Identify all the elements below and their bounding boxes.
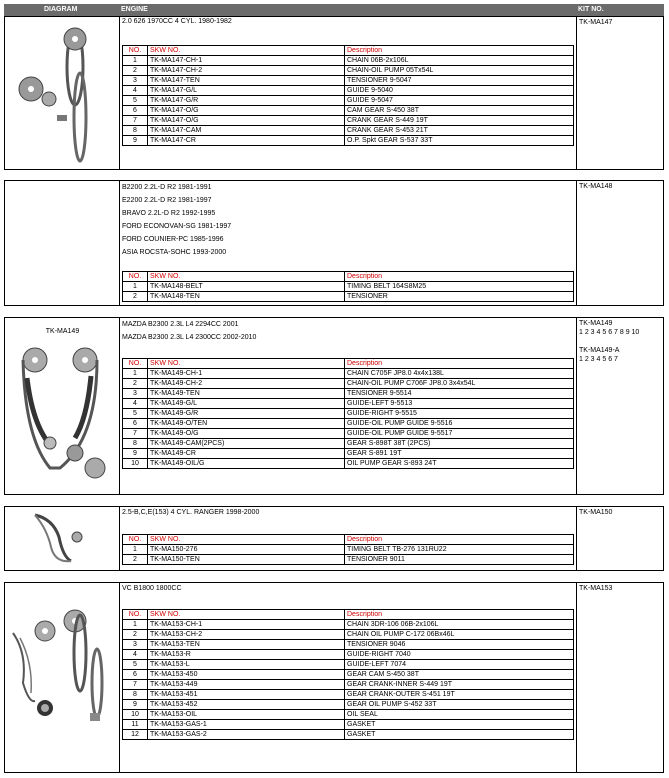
row-number: 11	[123, 720, 148, 730]
kit-cell	[576, 507, 663, 570]
part-description: TIMING BELT 164S8M25	[345, 282, 574, 292]
row-number: 2	[123, 292, 148, 302]
skw-number: TK-MA149-OIL/G	[148, 459, 345, 469]
kit-cell	[576, 181, 663, 305]
parts-table	[122, 534, 574, 565]
table-row	[123, 76, 574, 86]
kit-number: TK-MA149 1 2 3 4 5 6 7 8 9 10 TK-MA149-A 1 2 3 4 5 6 7	[579, 320, 640, 363]
col-skw: SKW NO.	[148, 272, 345, 282]
skw-number: TK-MA147-CH-1	[148, 56, 345, 66]
table-row	[123, 660, 574, 670]
skw-number: TK-MA153-449	[148, 680, 345, 690]
row-number: 6	[123, 419, 148, 429]
part-description: TENSIONER 9-5514	[345, 389, 574, 399]
row-number: 1	[123, 282, 148, 292]
part-description: GEAR CRANK-OUTER S-451 19T	[345, 690, 574, 700]
timing-kit-diagram-icon	[5, 583, 118, 772]
part-description: GEAR S-898T 38T (2PCS)	[345, 439, 574, 449]
row-number: 5	[123, 96, 148, 106]
table-row	[123, 369, 574, 379]
part-description: TENSIONER	[345, 292, 574, 302]
table-row	[123, 449, 574, 459]
row-number: 3	[123, 640, 148, 650]
row-number: 12	[123, 730, 148, 740]
table-row	[123, 730, 574, 740]
part-description: OIL SEAL	[345, 710, 574, 720]
part-description: GASKET	[345, 720, 574, 730]
table-row	[123, 96, 574, 106]
col-no: NO.	[123, 535, 148, 545]
row-number: 2	[123, 555, 148, 565]
kit-number: TK-MA148	[579, 183, 613, 190]
row-number: 1	[123, 545, 148, 555]
skw-number: TK-MA147-O/G	[148, 106, 345, 116]
diagram-label: TK-MA149	[45, 328, 80, 335]
part-description: GUIDE-OIL PUMP GUIDE 9-5517	[345, 429, 574, 439]
col-no: NO.	[123, 46, 148, 56]
skw-number: TK-MA153-452	[148, 700, 345, 710]
row-number: 6	[123, 670, 148, 680]
engine-line: FORD COUNIER-PC 1985-1996	[122, 236, 224, 243]
engine-header: ENGINE	[121, 6, 148, 13]
part-description: CHAIN OIL PUMP C-172 06Bx46L	[345, 630, 574, 640]
table-row	[123, 680, 574, 690]
engine-line: E2200 2.2L-D R2 1981-1997	[122, 197, 212, 204]
part-description: CHAIN 06B-2x106L	[345, 56, 574, 66]
kit-block-ma150	[4, 506, 664, 571]
timing-chain-diagram-icon	[5, 17, 118, 169]
engine-line: B2200 2.2L-D R2 1981-1991	[122, 184, 212, 191]
skw-number: TK-MA147-G/L	[148, 86, 345, 96]
row-number: 2	[123, 66, 148, 76]
skw-number: TK-MA148-BELT	[148, 282, 345, 292]
engine-cell	[120, 17, 576, 169]
skw-number: TK-MA147-CAM	[148, 126, 345, 136]
skw-number: TK-MA147-TEN	[148, 76, 345, 86]
row-number: 4	[123, 86, 148, 96]
row-number: 8	[123, 690, 148, 700]
table-row	[123, 640, 574, 650]
col-no: NO.	[123, 272, 148, 282]
table-row	[123, 419, 574, 429]
row-number: 9	[123, 136, 148, 146]
part-description: TENSIONER 9046	[345, 640, 574, 650]
skw-number: TK-MA153-L	[148, 660, 345, 670]
kit-block-ma148	[4, 180, 664, 306]
row-number: 4	[123, 650, 148, 660]
part-description: GEAR S-891 19T	[345, 449, 574, 459]
skw-number: TK-MA153-CH-2	[148, 630, 345, 640]
col-skw: SKW NO.	[148, 359, 345, 369]
skw-number: TK-MA149-O/G	[148, 429, 345, 439]
part-description: GUIDE-RIGHT 9-5515	[345, 409, 574, 419]
col-desc: Description	[345, 46, 574, 56]
skw-number: TK-MA153-GAS-1	[148, 720, 345, 730]
row-number: 5	[123, 660, 148, 670]
part-description: CHAIN-OIL PUMP C706F JP8.0 3x4x54L	[345, 379, 574, 389]
col-desc: Description	[345, 535, 574, 545]
skw-number: TK-MA153-451	[148, 690, 345, 700]
kit-number: TK-MA150	[579, 509, 613, 516]
timing-chain-diagram-icon	[5, 318, 118, 494]
col-desc: Description	[345, 359, 574, 369]
engine-line: 2.0 626 1970CC 4 CYL. 1980-1982	[122, 18, 232, 25]
engine-cell	[120, 507, 576, 570]
part-description: CRANK GEAR S-453 21T	[345, 126, 574, 136]
row-number: 6	[123, 106, 148, 116]
kit-block-ma149	[4, 317, 664, 495]
diagram-cell	[5, 583, 120, 772]
skw-number: TK-MA153-TEN	[148, 640, 345, 650]
skw-number: TK-MA149-G/R	[148, 409, 345, 419]
table-row	[123, 136, 574, 146]
diagram-cell	[5, 181, 120, 305]
part-description: GEAR OIL PUMP S-452 33T	[345, 700, 574, 710]
parts-table	[122, 271, 574, 302]
row-number: 10	[123, 710, 148, 720]
kit-number: TK-MA147	[579, 19, 613, 26]
engine-line: FORD ECONOVAN-SG 1981-1997	[122, 223, 232, 230]
skw-number: TK-MA147-CH-2	[148, 66, 345, 76]
table-row	[123, 650, 574, 660]
part-description: CRANK GEAR S-449 19T	[345, 116, 574, 126]
table-row	[123, 86, 574, 96]
skw-number: TK-MA153-CH-1	[148, 620, 345, 630]
skw-number: TK-MA150-276	[148, 545, 345, 555]
part-description: CHAIN-OIL PUMP 05Tx54L	[345, 66, 574, 76]
kit-block-ma153	[4, 582, 664, 773]
col-skw: SKW NO.	[148, 46, 345, 56]
part-description: CAM GEAR S-450 38T	[345, 106, 574, 116]
diagram-header: DIAGRAM	[44, 6, 78, 13]
row-number: 2	[123, 630, 148, 640]
col-desc: Description	[345, 272, 574, 282]
row-number: 7	[123, 680, 148, 690]
kit-block-ma147	[4, 16, 664, 170]
table-row	[123, 389, 574, 399]
skw-number: TK-MA153-GAS-2	[148, 730, 345, 740]
table-row	[123, 670, 574, 680]
table-row	[123, 429, 574, 439]
part-description: TIMING BELT TB-276 131RU22	[345, 545, 574, 555]
table-row	[123, 66, 574, 76]
row-number: 7	[123, 116, 148, 126]
row-number: 1	[123, 369, 148, 379]
table-row	[123, 459, 574, 469]
part-description: GASKET	[345, 730, 574, 740]
col-desc: Description	[345, 610, 574, 620]
table-row	[123, 620, 574, 630]
table-row	[123, 555, 574, 565]
row-number: 8	[123, 439, 148, 449]
part-description: GUIDE-LEFT 9-5513	[345, 399, 574, 409]
table-row	[123, 126, 574, 136]
parts-table	[122, 358, 574, 469]
part-description: CHAIN C705F JP8.0 4x4x138L	[345, 369, 574, 379]
skw-number: TK-MA149-CR	[148, 449, 345, 459]
part-description: GEAR CRANK-INNER S-449 19T	[345, 680, 574, 690]
row-number: 1	[123, 56, 148, 66]
table-row	[123, 439, 574, 449]
column-header-bar	[4, 4, 664, 16]
table-row	[123, 545, 574, 555]
engine-line: BRAVO 2.2L-D R2 1992-1995	[122, 210, 216, 217]
diagram-cell	[5, 17, 120, 169]
skw-number: TK-MA150-TEN	[148, 555, 345, 565]
parts-table	[122, 45, 574, 146]
row-number: 4	[123, 399, 148, 409]
col-no: NO.	[123, 610, 148, 620]
table-row	[123, 379, 574, 389]
table-row	[123, 399, 574, 409]
timing-belt-diagram-icon	[5, 507, 118, 570]
part-description: GUIDE 9-5040	[345, 86, 574, 96]
part-description: O.P. Spkt GEAR S-537 33T	[345, 136, 574, 146]
row-number: 7	[123, 429, 148, 439]
diagram-cell	[5, 507, 120, 570]
part-description: GUIDE-RIGHT 7040	[345, 650, 574, 660]
diagram-cell	[5, 318, 120, 494]
table-row	[123, 720, 574, 730]
row-number: 2	[123, 379, 148, 389]
skw-number: TK-MA153-R	[148, 650, 345, 660]
engine-cell	[120, 318, 576, 494]
col-skw: SKW NO.	[148, 610, 345, 620]
engine-cell	[120, 181, 576, 305]
skw-number: TK-MA149-O/TEN	[148, 419, 345, 429]
engine-line: 2.5-B,C,E(153) 4 CYL. RANGER 1998-2000	[122, 509, 260, 516]
kit-cell	[576, 318, 663, 494]
part-description: GUIDE 9-5047	[345, 96, 574, 106]
skw-number: TK-MA149-TEN	[148, 389, 345, 399]
table-row	[123, 282, 574, 292]
parts-table	[122, 609, 574, 740]
skw-number: TK-MA147-CR	[148, 136, 345, 146]
kit-no-header: KIT NO.	[578, 6, 604, 13]
row-number: 5	[123, 409, 148, 419]
part-description: GEAR CAM S-450 38T	[345, 670, 574, 680]
engine-line: VC B1800 1800CC	[122, 585, 182, 592]
engine-cell	[120, 583, 576, 772]
table-row	[123, 56, 574, 66]
row-number: 10	[123, 459, 148, 469]
part-description: GUIDE-LEFT 7074	[345, 660, 574, 670]
part-description: TENSIONER 9-5047	[345, 76, 574, 86]
skw-number: TK-MA147-G/R	[148, 96, 345, 106]
table-row	[123, 710, 574, 720]
table-row	[123, 292, 574, 302]
part-description: OIL PUMP GEAR S-893 24T	[345, 459, 574, 469]
row-number: 9	[123, 449, 148, 459]
table-row	[123, 106, 574, 116]
skw-number: TK-MA153-OIL	[148, 710, 345, 720]
skw-number: TK-MA148-TEN	[148, 292, 345, 302]
row-number: 3	[123, 76, 148, 86]
row-number: 3	[123, 389, 148, 399]
engine-line: MAZDA B2300 2.3L L4 2294CC 2001	[122, 321, 239, 328]
table-row	[123, 409, 574, 419]
col-no: NO.	[123, 359, 148, 369]
part-description: CHAIN 3DR-106 06B-2x106L	[345, 620, 574, 630]
table-row	[123, 630, 574, 640]
table-row	[123, 690, 574, 700]
table-row	[123, 700, 574, 710]
skw-number: TK-MA153-450	[148, 670, 345, 680]
row-number: 8	[123, 126, 148, 136]
col-skw: SKW NO.	[148, 535, 345, 545]
row-number: 9	[123, 700, 148, 710]
table-row	[123, 116, 574, 126]
skw-number: TK-MA149-CAM(2PCS)	[148, 439, 345, 449]
part-description: TENSIONER 9011	[345, 555, 574, 565]
engine-line: MAZDA B2300 2.3L L4 2300CC 2002-2010	[122, 334, 257, 341]
part-description: GUIDE-OIL PUMP GUIDE 9-5516	[345, 419, 574, 429]
skw-number: TK-MA149-CH-1	[148, 369, 345, 379]
engine-line: ASIA ROCSTA-SOHC 1993-2000	[122, 249, 227, 256]
row-number: 1	[123, 620, 148, 630]
skw-number: TK-MA149-G/L	[148, 399, 345, 409]
kit-cell	[576, 17, 663, 169]
kit-cell	[576, 583, 663, 772]
skw-number: TK-MA147-O/G	[148, 116, 345, 126]
skw-number: TK-MA149-CH-2	[148, 379, 345, 389]
kit-number: TK-MA153	[579, 585, 613, 592]
